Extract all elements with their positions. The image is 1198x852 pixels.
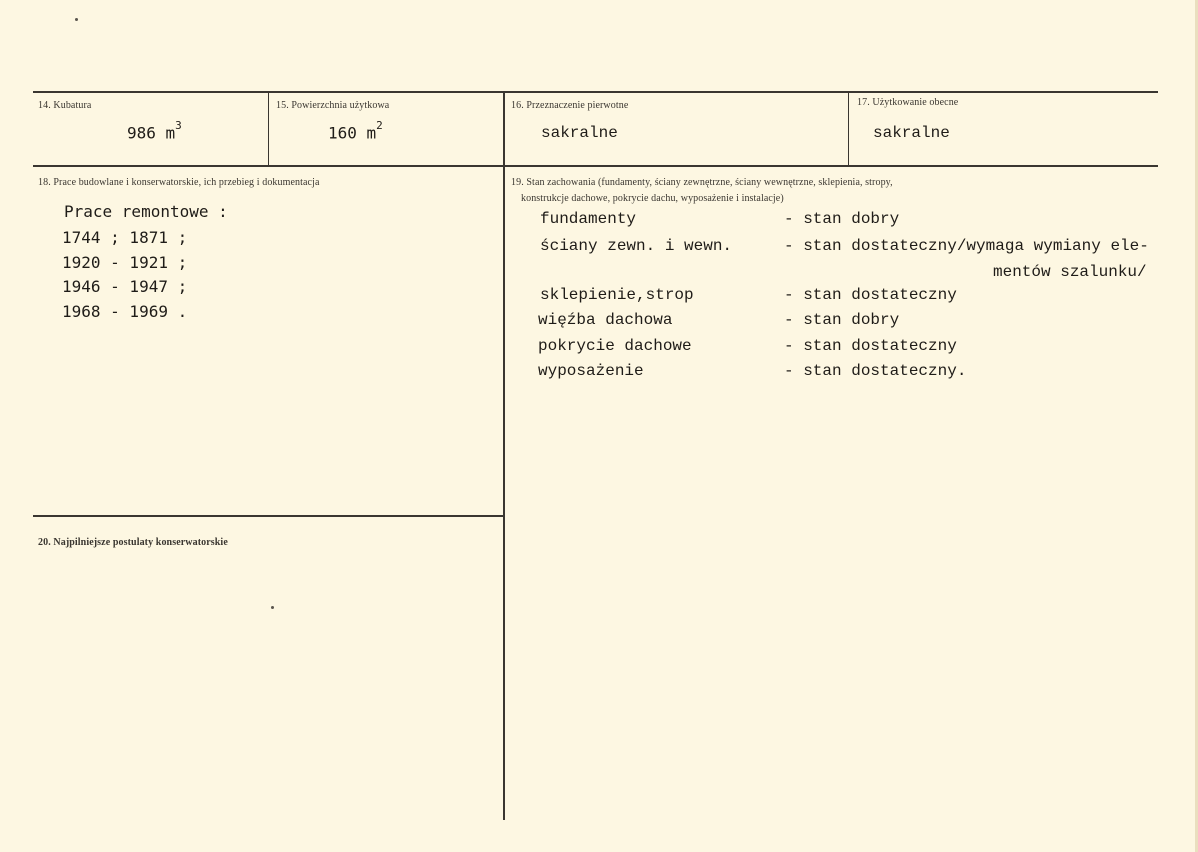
condition-item: więźba dachowa <box>538 311 673 329</box>
field-18-line: 1946 - 1947 ; <box>62 277 188 296</box>
field-20-label: 20. Najpilniejsze postulaty konserwatorskie <box>38 537 228 548</box>
field-16-label: 16. Przeznaczenie pierwotne <box>511 100 629 111</box>
condition-state: - stan dostateczny/wymaga wymiany ele- <box>784 237 1149 255</box>
speck <box>75 18 78 21</box>
field-14-label: 14. Kubatura <box>38 100 92 111</box>
condition-item: wyposażenie <box>538 362 644 380</box>
field-19-label-cont: konstrukcje dachowe, pokrycie dachu, wyposażenie i instalacje) <box>521 193 784 204</box>
condition-item: pokrycie dachowe <box>538 337 692 355</box>
field-18-line: 1968 - 1969 . <box>62 302 188 321</box>
field-18-line: 1920 - 1921 ; <box>62 253 188 272</box>
field-17-label: 17. Użytkowanie obecne <box>857 97 959 108</box>
field-18-line: 1744 ; 1871 ; <box>62 228 188 247</box>
divider-16-17 <box>848 92 849 166</box>
field-19-label: 19. Stan zachowania (fundamenty, ściany zewnętrzne, ściany wewnętrzne, sklepienia, stropy, <box>511 177 893 188</box>
condition-state: - stan dostateczny <box>784 286 957 304</box>
field-15-value: 160 $m^2$ <box>328 119 383 143</box>
divider-center <box>503 92 505 820</box>
condition-state: - stan dostateczny <box>784 337 957 355</box>
rule-top <box>33 91 1158 93</box>
condition-state-cont: mentów szalunku/ <box>993 263 1147 281</box>
field-16-value: sakralne <box>541 124 618 142</box>
condition-state: - stan dobry <box>784 311 900 329</box>
condition-item: fundamenty <box>540 210 637 228</box>
field-15-label: 15. Powierzchnia użytkowa <box>276 100 390 111</box>
field-17-value: sakralne <box>873 124 950 142</box>
rule-row1-bottom <box>33 165 1158 167</box>
field-14-value: 986 $m^3$ <box>127 119 182 143</box>
condition-state: - stan dobry <box>784 210 900 228</box>
speck <box>271 606 274 609</box>
condition-state: - stan dostateczny. <box>784 362 967 380</box>
field-18-label: 18. Prace budowlane i konserwatorskie, ich przebieg i dokumentacja <box>38 177 320 188</box>
field-18-heading: Prace remontowe : <box>64 202 228 221</box>
rule-row2-left-bottom <box>33 515 503 517</box>
condition-item: sklepienie,strop <box>540 286 694 304</box>
condition-item: ściany zewn. i wewn. <box>540 237 733 255</box>
divider-14-15 <box>268 92 269 166</box>
